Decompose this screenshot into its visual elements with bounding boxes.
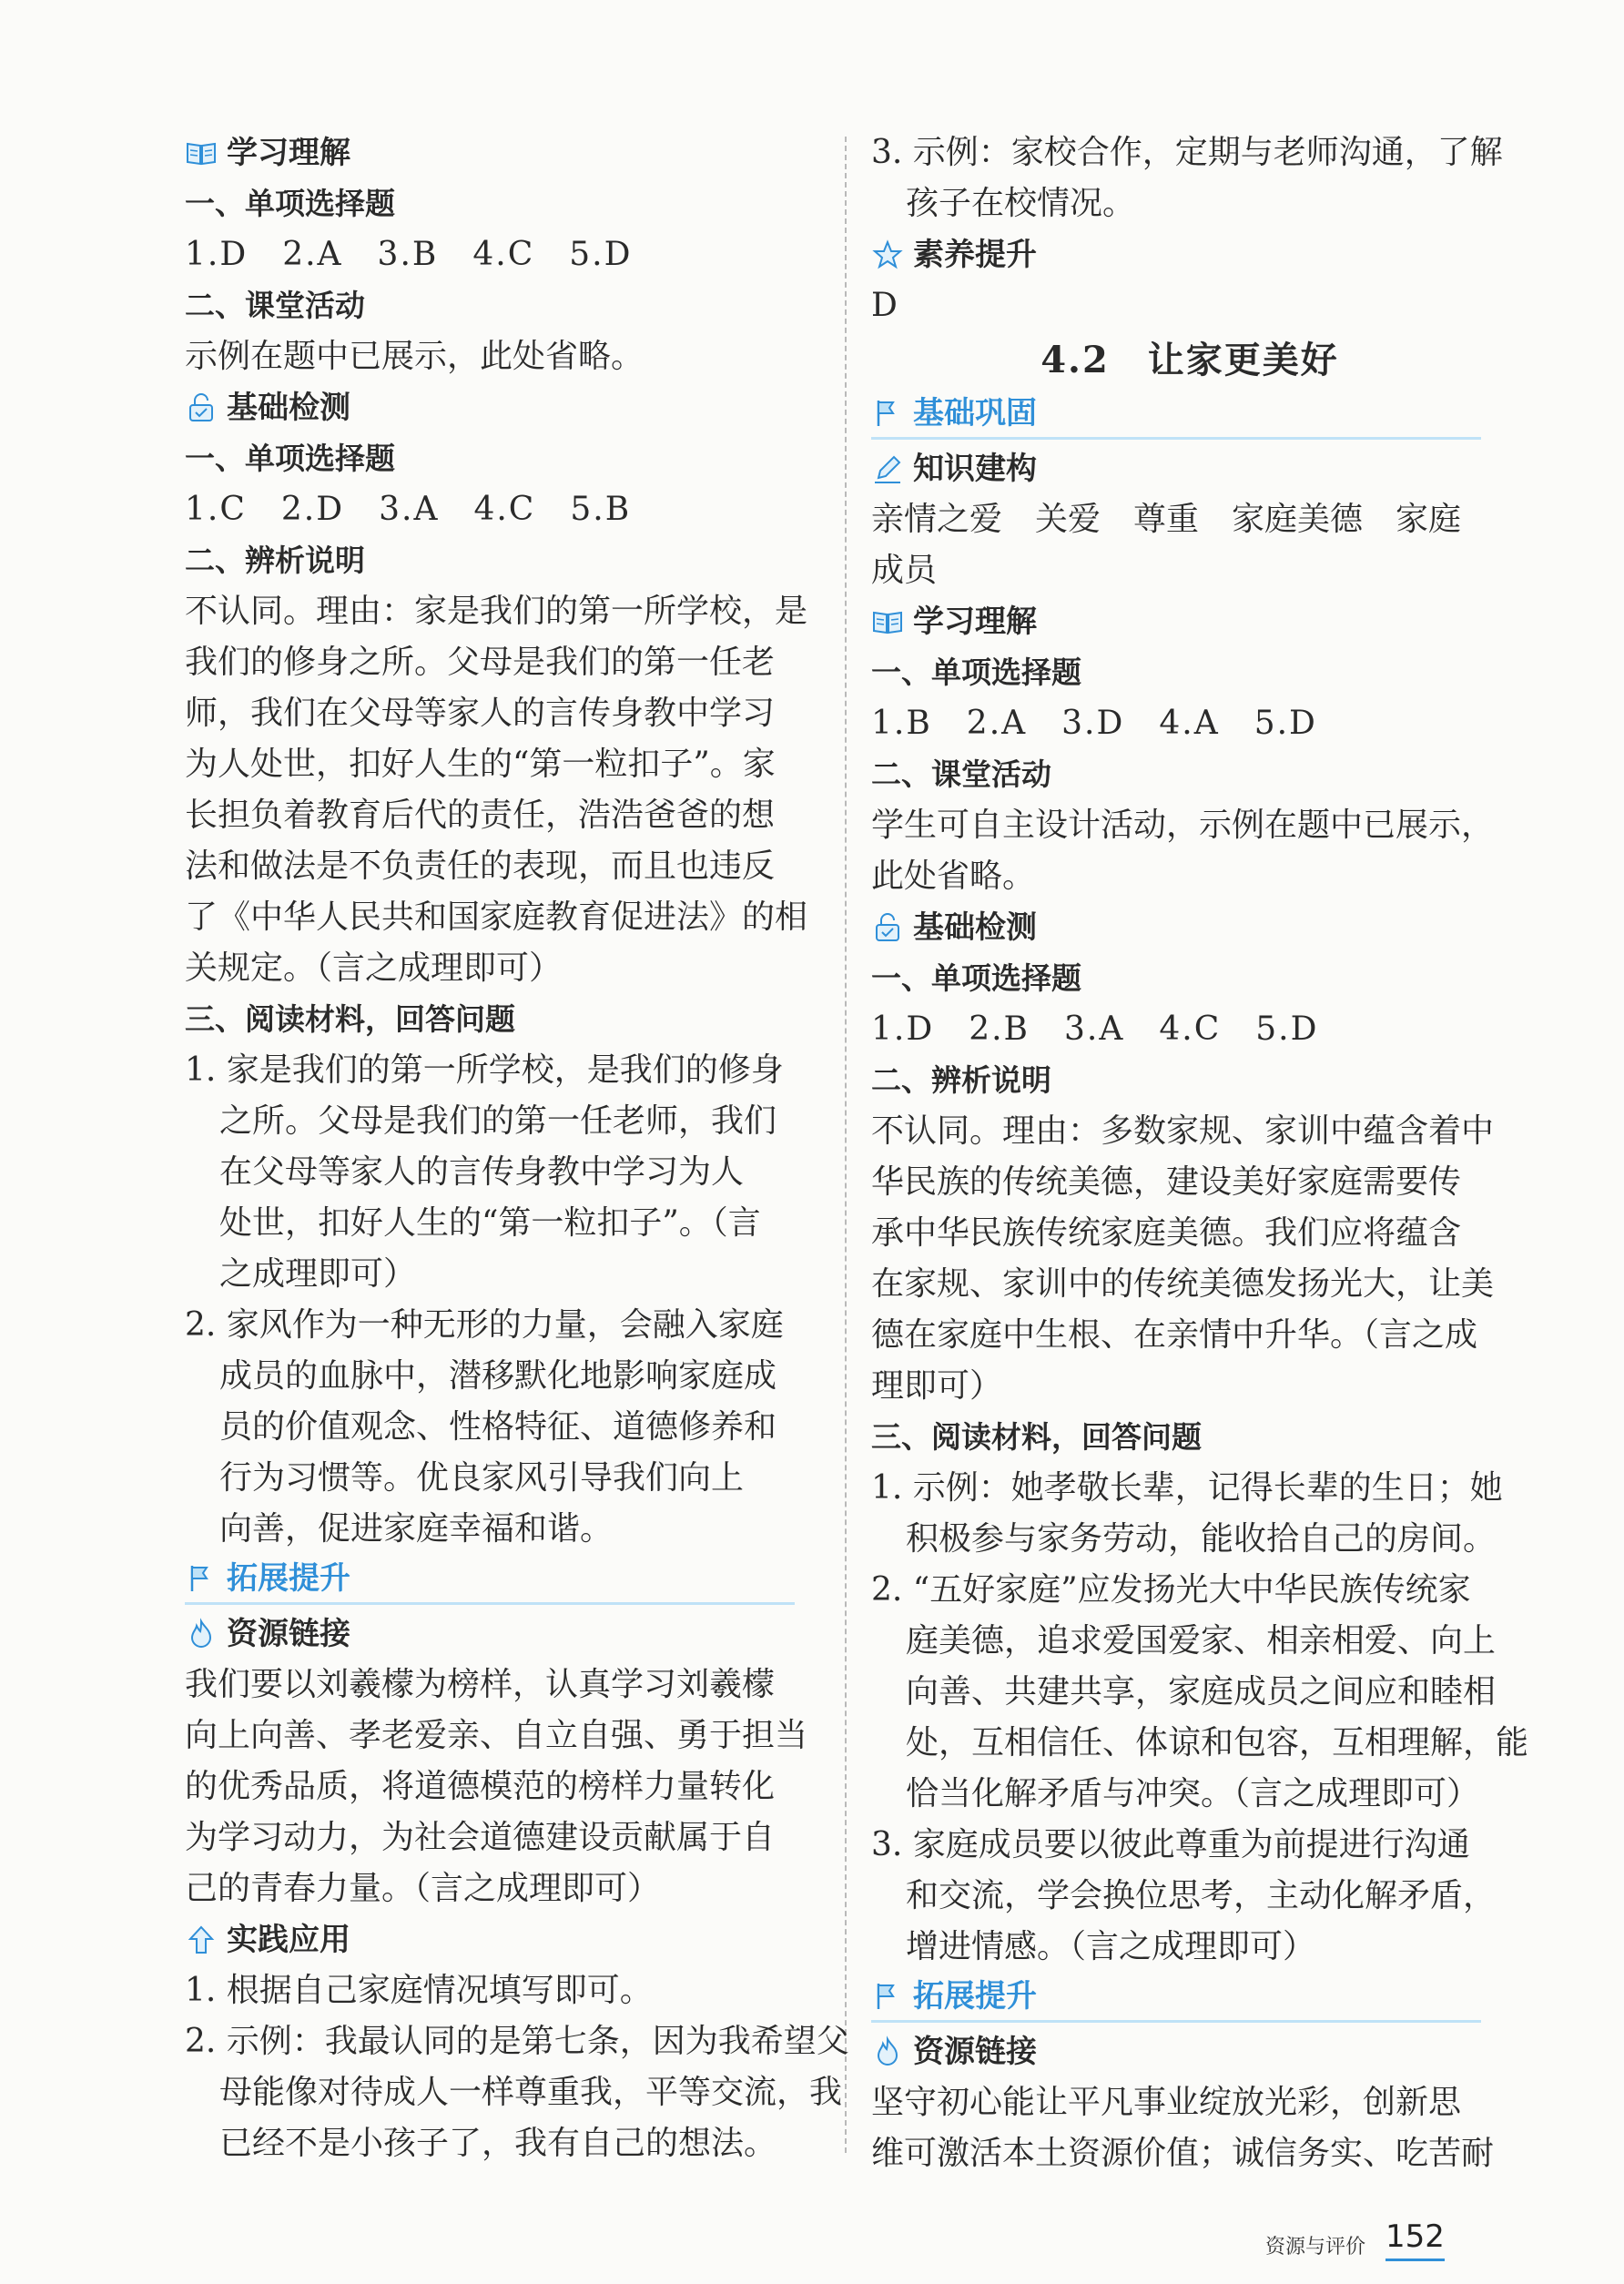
text-line: 为学习动力，为社会道德建设贡献属于自 bbox=[185, 1819, 776, 1856]
pencil-icon bbox=[871, 452, 904, 485]
flame-icon bbox=[871, 2035, 904, 2068]
section-knowledge bbox=[871, 443, 1508, 494]
text-line: 不认同。理由：多数家规、家训中蕴含着中 bbox=[871, 1112, 1495, 1150]
text-line: 德在家庭中生根、在亲情中升华。（言之成 bbox=[871, 1316, 1478, 1354]
text-line: 承中华民族传统家庭美德。我们应将蕴含 bbox=[871, 1214, 1462, 1252]
reading-answers bbox=[871, 1463, 1529, 1973]
text-line: 成员 bbox=[871, 552, 938, 589]
text-line: 2. “五好家庭”应发扬光大中华民族传统家 bbox=[871, 1571, 1471, 1609]
section-study-title: 学习理解 bbox=[913, 604, 1037, 640]
page-number: 152 bbox=[1385, 2217, 1445, 2261]
text-line: 员的价值观念、性格特征、道德修养和 bbox=[219, 1408, 777, 1446]
heading-class-activity: 二、课堂活动 bbox=[185, 288, 365, 323]
text-line: 之所。父母是我们的第一任老师，我们 bbox=[219, 1102, 777, 1140]
section-basic-test bbox=[871, 902, 1508, 953]
text-line: 向善，促进家庭幸福和谐。 bbox=[219, 1510, 614, 1548]
answers-single-choice: 1.C 2.D 3.A 4.C 5.B bbox=[185, 491, 632, 528]
text-line: 积极参与家务劳动，能收拾自己的房间。 bbox=[906, 1520, 1497, 1558]
section-study-title: 学习理解 bbox=[227, 135, 350, 171]
text-line: 1. 根据自己家庭情况填写即可。 bbox=[185, 1972, 653, 2009]
star-icon bbox=[871, 239, 904, 271]
section-resource-title: 资源链接 bbox=[227, 1616, 350, 1652]
text-line: 成员的血脉中，潜移默化地影响家庭成 bbox=[219, 1357, 777, 1395]
section-knowledge-title: 知识建构 bbox=[913, 451, 1037, 487]
literacy-answer: D bbox=[871, 287, 898, 324]
heading-class-activity: 二、课堂活动 bbox=[871, 756, 1051, 792]
section-study bbox=[185, 127, 822, 178]
text-line: 和交流，学会换位思考，主动化解矛盾， bbox=[906, 1877, 1497, 1914]
text-line: 维可激活本土资源价值；诚信务实、吃苦耐 bbox=[871, 2135, 1495, 2172]
text-line: 学生可自主设计活动，示例在题中已展示， bbox=[871, 807, 1495, 844]
footer-label: 资源与评价 bbox=[1265, 2236, 1366, 2259]
banner-expand-title: 拓展提升 bbox=[227, 1560, 350, 1597]
heading-single-choice: 一、单项选择题 bbox=[185, 186, 395, 221]
lock-check-icon bbox=[871, 911, 904, 944]
text-line: 向上向善、孝老爱亲、自立自强、勇于担当 bbox=[185, 1717, 808, 1754]
answers-single-choice: 1.D 2.B 3.A 4.C 5.D bbox=[871, 1010, 1319, 1048]
section-basic-test-title: 基础检测 bbox=[913, 909, 1037, 946]
right-column bbox=[871, 127, 1529, 2179]
flag-icon bbox=[871, 1980, 904, 2013]
text-line: 亲情之爱 关爱 尊重 家庭美德 家庭 bbox=[871, 501, 1462, 538]
text-line: 3. 示例：家校合作，定期与老师沟通，了解 bbox=[871, 134, 1503, 171]
left-column bbox=[185, 127, 849, 2169]
text-line: 处世，扣好人生的“第一粒扣子”。（言 bbox=[219, 1204, 761, 1242]
banner-consolidate bbox=[871, 390, 1481, 440]
text-line: 已经不是小孩子了，我有自己的想法。 bbox=[219, 2125, 777, 2162]
section-resource bbox=[185, 1609, 822, 1660]
text-line: 华民族的传统美德，建设美好家庭需要传 bbox=[871, 1163, 1462, 1201]
text-line: 我们要以刘羲檬为榜样，认真学习刘羲檬 bbox=[185, 1666, 776, 1703]
banner-expand bbox=[871, 1973, 1481, 2023]
text-line: 不认同。理由：家是我们的第一所学校，是 bbox=[185, 593, 808, 630]
text-line: 法和做法是不负责任的表现，而且也违反 bbox=[185, 848, 776, 885]
section-practice-title: 实践应用 bbox=[227, 1922, 350, 1958]
reading-answers bbox=[185, 1045, 822, 1555]
text-line: 庭美德，追求爱国爱家、相亲相爱、向上 bbox=[906, 1622, 1497, 1660]
answers-single-choice: 1.D 2.A 3.B 4.C 5.D bbox=[185, 236, 633, 273]
section-resource-title: 资源链接 bbox=[913, 2034, 1037, 2070]
text-line: 理即可） bbox=[871, 1367, 1003, 1405]
text-line: 了《中华人民共和国家庭教育促进法》的相 bbox=[185, 898, 808, 936]
lesson-title: 4.2 让家更美好 bbox=[1040, 339, 1339, 381]
text-line: 师，我们在父母等家人的言传身教中学习 bbox=[185, 695, 776, 732]
text-line: 之成理即可） bbox=[219, 1255, 417, 1293]
text-line: 处，互相信任、体谅和包容，互相理解，能 bbox=[906, 1724, 1529, 1761]
text-line: 关规定。（言之成理即可） bbox=[185, 949, 563, 987]
text-line: 的优秀品质，将道德模范的榜样力量转化 bbox=[185, 1768, 776, 1805]
text-line: 增进情感。（言之成理即可） bbox=[906, 1928, 1316, 1965]
heading-reading: 三、阅读材料，回答问题 bbox=[871, 1419, 1202, 1455]
text-class-activity: 示例在题中已展示，此处省略。 bbox=[185, 338, 645, 375]
lock-check-icon bbox=[185, 391, 218, 424]
open-book-icon bbox=[871, 605, 904, 638]
analysis-paragraph bbox=[185, 586, 822, 994]
text-line: 坚守初心能让平凡事业绽放光彩，创新思 bbox=[871, 2084, 1462, 2121]
text-line: 1. 家是我们的第一所学校，是我们的修身 bbox=[185, 1051, 784, 1089]
text-line: 恰当化解矛盾与冲突。（言之成理即可） bbox=[906, 1775, 1480, 1812]
heading-single-choice: 一、单项选择题 bbox=[871, 960, 1081, 996]
heading-single-choice: 一、单项选择题 bbox=[871, 655, 1081, 690]
text-line: 为人处世，扣好人生的“第一粒扣子”。家 bbox=[185, 746, 776, 783]
section-practice bbox=[185, 1914, 822, 1965]
text-line: 2. 家风作为一种无形的力量，会融入家庭 bbox=[185, 1306, 784, 1344]
answers-single-choice: 1.B 2.A 3.D 4.A 5.D bbox=[871, 705, 1317, 742]
up-arrow-icon bbox=[185, 1924, 218, 1956]
text-line: 长担负着教育后代的责任，浩浩爸爸的想 bbox=[185, 797, 776, 834]
flame-icon bbox=[185, 1618, 218, 1650]
flag-icon bbox=[185, 1562, 218, 1595]
text-line: 3. 家庭成员要以彼此尊重为前提进行沟通 bbox=[871, 1826, 1470, 1863]
practice-answers bbox=[185, 1965, 849, 2169]
heading-analysis: 二、辨析说明 bbox=[185, 543, 365, 578]
text-line: 行为习惯等。优良家风引导我们向上 bbox=[219, 1459, 745, 1497]
section-basic-test-title: 基础检测 bbox=[227, 390, 350, 426]
heading-reading: 三、阅读材料，回答问题 bbox=[185, 1001, 515, 1037]
text-line: 1. 示例：她孝敬长辈，记得长辈的生日；她 bbox=[871, 1469, 1503, 1507]
section-study bbox=[871, 596, 1508, 647]
section-literacy-title: 素养提升 bbox=[913, 237, 1037, 273]
text-line: 此处省略。 bbox=[871, 858, 1036, 895]
section-resource bbox=[871, 2026, 1508, 2077]
banner-expand-title: 拓展提升 bbox=[913, 1978, 1037, 2015]
text-line: 向善、共建共享，家庭成员之间应和睦相 bbox=[906, 1673, 1497, 1710]
text-line: 2. 示例：我最认同的是第七条，因为我希望父 bbox=[185, 2023, 849, 2060]
text-line: 孩子在校情况。 bbox=[906, 185, 1136, 222]
text-line: 在父母等家人的言传身教中学习为人 bbox=[219, 1153, 745, 1191]
banner-consolidate-title: 基础巩固 bbox=[913, 395, 1037, 431]
text-line: 己的青春力量。（言之成理即可） bbox=[185, 1870, 661, 1907]
column-divider bbox=[845, 137, 847, 2153]
open-book-icon bbox=[185, 137, 218, 169]
heading-analysis: 二、辨析说明 bbox=[871, 1062, 1051, 1098]
heading-single-choice: 一、单项选择题 bbox=[185, 441, 395, 476]
section-literacy bbox=[871, 229, 1508, 280]
resource-paragraph bbox=[185, 1660, 822, 1914]
section-basic-test bbox=[185, 382, 822, 433]
analysis-paragraph bbox=[871, 1106, 1508, 1412]
text-line: 母能像对待成人一样尊重我，平等交流，我 bbox=[219, 2074, 843, 2111]
banner-expand bbox=[185, 1555, 795, 1605]
flag-icon bbox=[871, 397, 904, 430]
page-footer bbox=[1265, 2217, 1445, 2261]
text-line: 我们的修身之所。父母是我们的第一任老 bbox=[185, 644, 776, 681]
text-line: 在家规、家训中的传统美德发扬光大，让美 bbox=[871, 1265, 1495, 1303]
